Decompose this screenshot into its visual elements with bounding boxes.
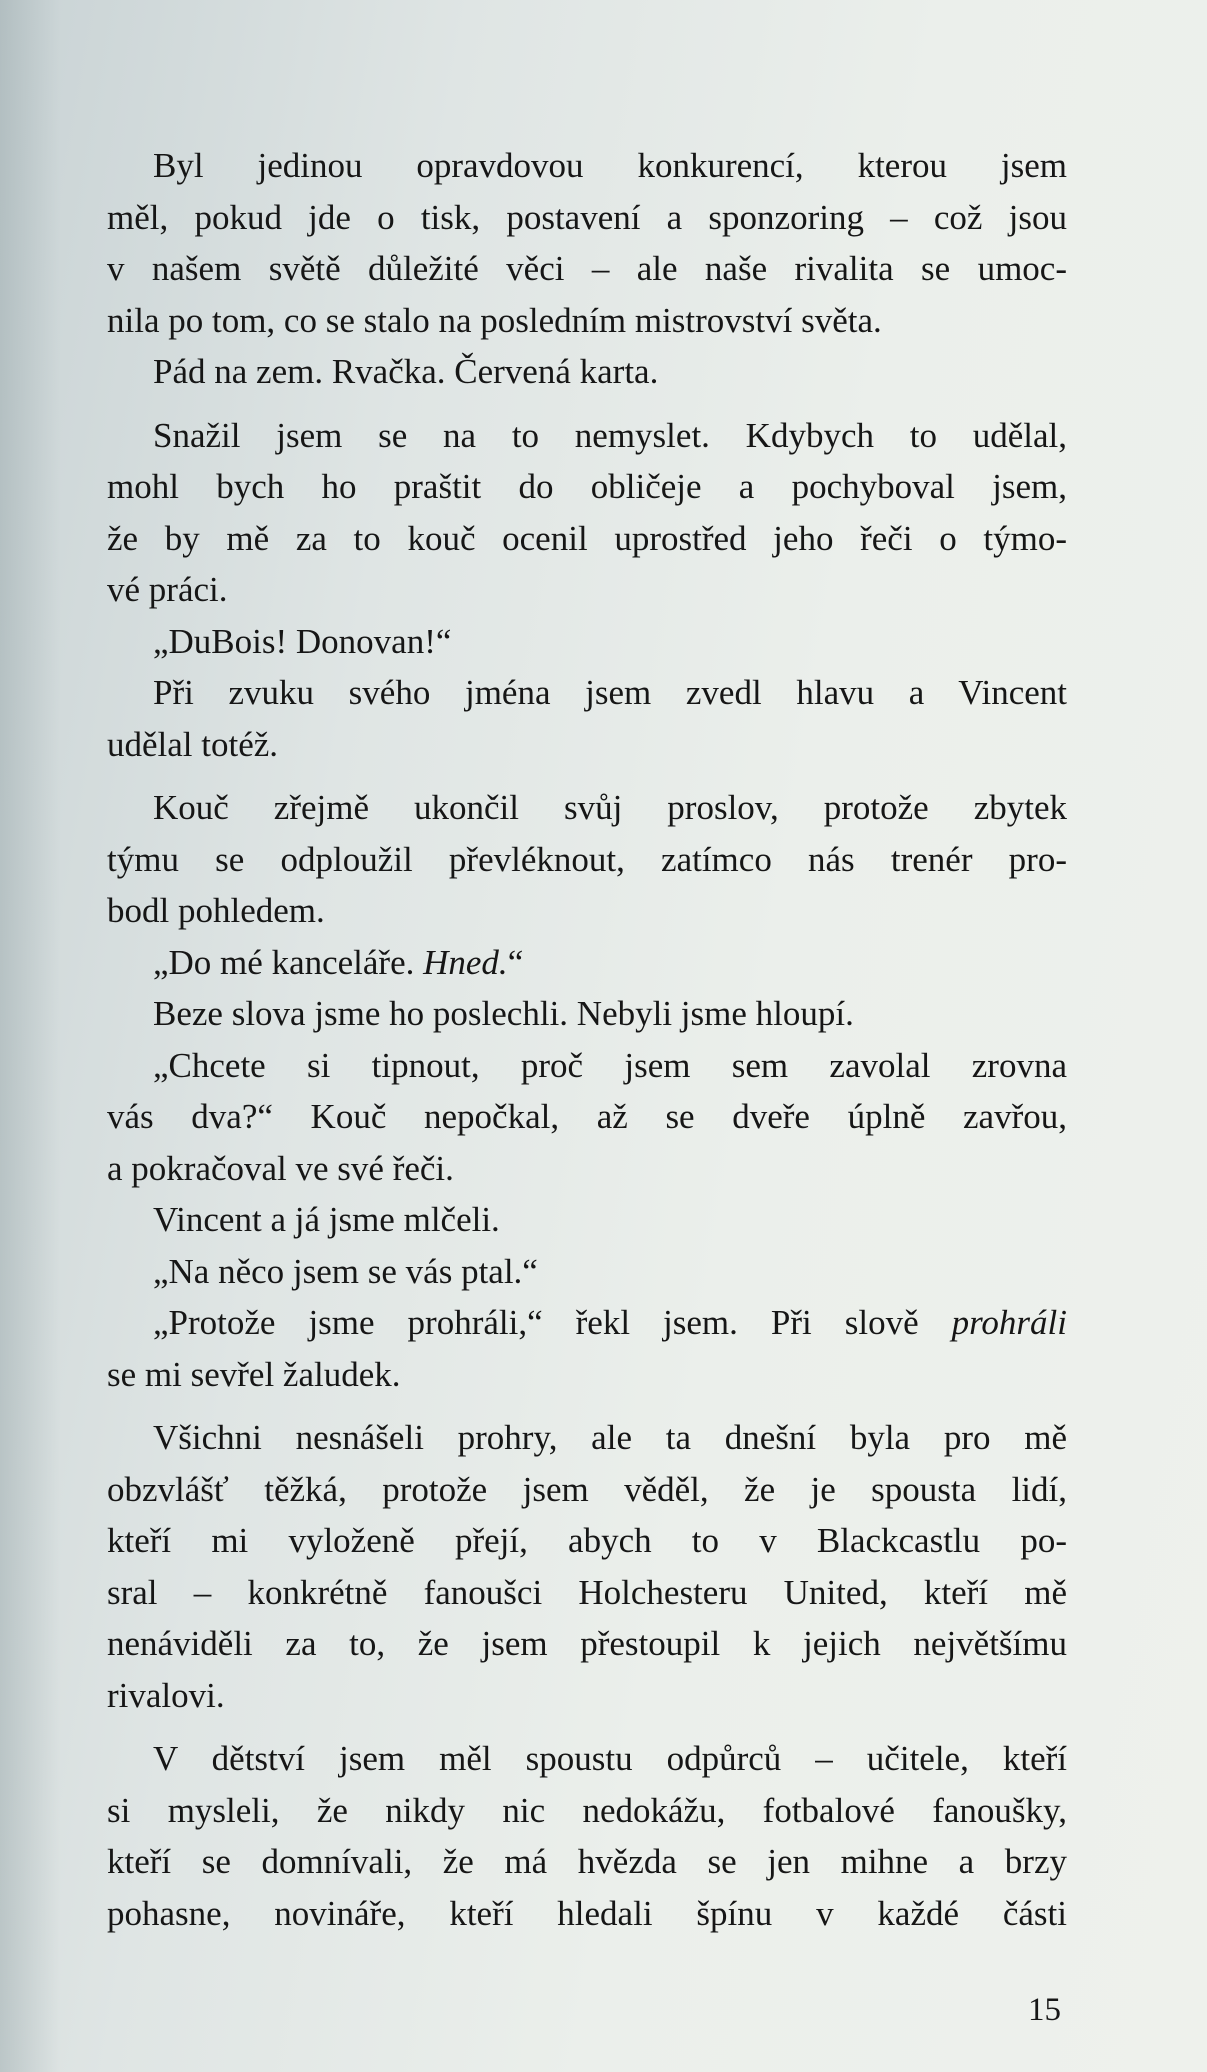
text-line: Kouč zřejmě ukončil svůj proslov, protože zbytek	[153, 788, 1067, 827]
text-line: že by mě za to kouč ocenil uprostřed jeho řeči o týmo-	[107, 518, 1067, 558]
italic-emphasis: prohráli	[951, 1303, 1067, 1342]
text-line: kteří mi vyloženě přejí, abych to v Blackcastlu po-	[107, 1521, 1067, 1560]
paragraph	[107, 1733, 1067, 1939]
text-line: „Chcete si tipnout, proč jsem sem zavolal zrovna	[153, 1045, 1067, 1085]
paragraph	[107, 937, 1067, 989]
italic-emphasis: Hned.	[423, 942, 508, 982]
text-line: si mysleli, že nikdy nic nedokážu, fotbalové fanoušky,	[107, 1790, 1067, 1830]
paragraph	[107, 140, 1067, 346]
text-line: měl, pokud jde o tisk, postavení a sponzoring – což jsou	[107, 197, 1067, 237]
text-line: bodl pohledem.	[107, 891, 325, 930]
text-line: udělal totéž.	[107, 724, 279, 764]
page-number: 15	[1028, 1992, 1061, 2028]
text-line: Byl jedinou opravdovou konkurencí, kterou jsem	[153, 146, 1067, 185]
text-line: a pokračoval ve své řeči.	[107, 1148, 454, 1188]
paragraph	[107, 1297, 1067, 1400]
text-line: V dětství jsem měl spoustu odpůrců – učitele, kteří	[153, 1739, 1067, 1778]
paragraph	[107, 1412, 1067, 1721]
text-line: vé práci.	[107, 570, 228, 609]
text-line: v našem světě důležité věci – ale naše rivalita se umoc-	[107, 249, 1067, 288]
text-line: „DuBois! Donovan!“	[153, 621, 452, 661]
text-line: Pád na zem. Rvačka. Červená karta.	[153, 352, 659, 391]
text-line: Vincent a já jsme mlčeli.	[153, 1200, 500, 1239]
text-line: sral – konkrétně fanoušci Holchesteru United, kteří mě	[107, 1572, 1067, 1612]
text-line: nila po tom, co se stalo na posledním mistrovství světa.	[107, 300, 882, 340]
paragraph	[107, 346, 1067, 398]
text-line: nenáviděli za to, že jsem přestoupil k jejich největšímu	[107, 1624, 1067, 1663]
text-line: rivalovi.	[107, 1675, 225, 1715]
text-line: týmu se odploužil převléknout, zatímco nás trenér pro-	[107, 839, 1067, 879]
paragraph	[107, 1246, 1067, 1298]
text-line: pohasne, novináře, kteří hledali špínu v každé části	[107, 1893, 1067, 1933]
text-line: se mi sevřel žaludek.	[107, 1354, 401, 1394]
paragraph	[107, 616, 1067, 668]
text-line: obzvlášť těžká, protože jsem věděl, že je spousta lidí,	[107, 1469, 1067, 1509]
text-line: Všichni nesnášeli prohry, ale ta dnešní byla pro mě	[153, 1418, 1067, 1457]
text-line: Beze slova jsme ho poslechli. Nebyli jsme hloupí.	[153, 994, 854, 1033]
paragraph	[107, 410, 1067, 616]
text-line: „Na něco jsem se vás ptal.“	[153, 1251, 538, 1291]
page-edge-shadow	[0, 0, 60, 2072]
text-line: Snažil jsem se na to nemyslet. Kdybych to udělal,	[153, 415, 1067, 455]
text-line: mohl bych ho praštit do obličeje a pochyboval jsem,	[107, 467, 1067, 506]
book-page-text	[107, 140, 1067, 1939]
text-line: Při zvuku svého jména jsem zvedl hlavu a Vincent	[153, 673, 1067, 712]
paragraph	[107, 667, 1067, 770]
paragraph	[107, 1040, 1067, 1195]
paragraph	[107, 1194, 1067, 1246]
text-line: kteří se domnívali, že má hvězda se jen mihne a brzy	[107, 1842, 1067, 1881]
paragraph	[107, 782, 1067, 937]
text-line: vás dva?“ Kouč nepočkal, až se dveře úplně zavřou,	[107, 1097, 1067, 1136]
text-line: „Protože jsme prohráli,“ řekl jsem. Při slově prohráli	[153, 1303, 1067, 1342]
paragraph	[107, 988, 1067, 1040]
text-line: „Do mé kanceláře. Hned.“	[153, 942, 524, 982]
